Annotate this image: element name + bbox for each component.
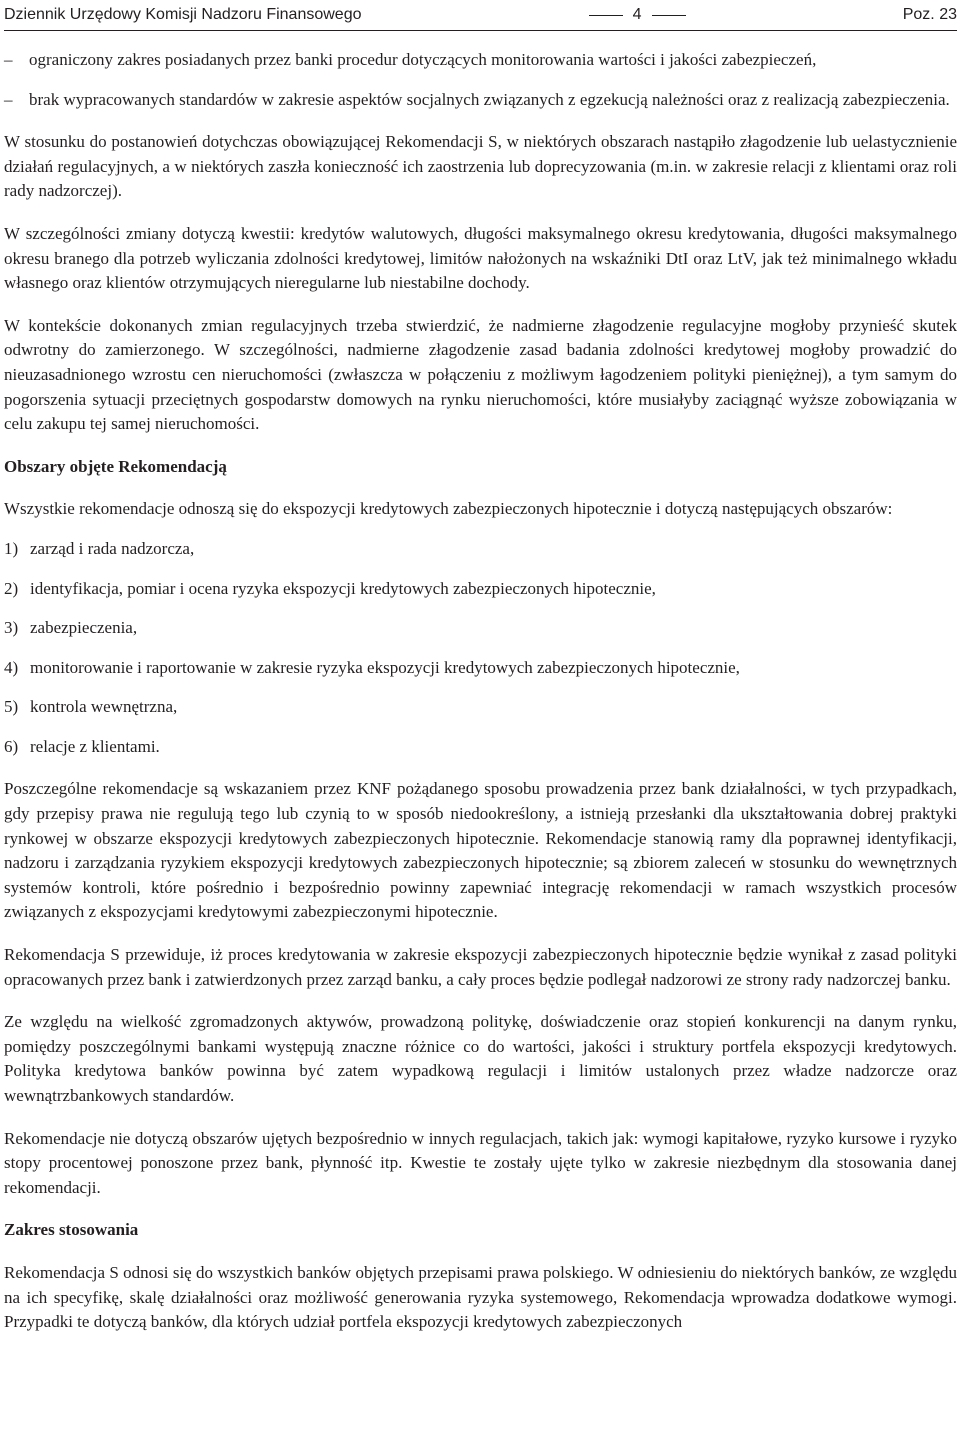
list-text: relacje z klientami. [30,736,160,756]
section-heading: Zakres stosowania [4,1220,139,1240]
bullet-item [4,48,957,73]
list-item [4,537,957,562]
position-label: Poz. 23 [902,5,957,23]
paragraph: W szczególności zmiany dotyczą kwestii: kredytów walutowych, długości maksymalnego okresu kredytowania, długości maksymalnego okresu branego dla potrzeb wyliczania zdolności kredytowej, limitów nałożonych na wskaźniki DtI oraz LtV, jak też minimalnego wkładu własnego oraz klientów otrzymujących nieregularne lub niestabilne dochody. [4,223,957,293]
list-item [4,577,957,602]
list-text: kontrola wewnętrzna, [30,697,178,717]
paragraph: Ze względu na wielkość zgromadzonych aktywów, prowadzoną politykę, doświadczenie oraz stopień konkurencji na danym rynku, pomiędzy poszczególnymi bankami występują znaczne różnice co do wartości, jakości i struktury portfela ekspozycji kredytowych. Polityka kredytowa banków powinna być zatem wypadkową regulacji i limitów ustalonych przez władze nadzorcze oraz wewnątrzbankowych standardów. [4,1012,957,1105]
page-content [4,48,957,1335]
paragraph: Poszczególne rekomendacje są wskazaniem przez KNF pożądanego sposobu prowadzenia przez bank działalności, w tych przypadkach, gdy przepisy prawa nie regulują tego lub czynią to w sposób niedookreślony, a istnieją przesłanki dla ukształtowania dobrej praktyki rynkowej w obszarze ekspozycji kredytowych zabezpieczonych hipotecznie. Rekomendacje stanowią ramy dla poprawnej identyfikacji, nadzoru i zarządzania ryzykiem ekspozycji kredytowych zabezpieczonych hipotecznie; są zbiorem zaleceń w stosunku do wewnętrznych systemów kontroli, które pośrednio i bezpośrednio powinny zapewniać integrację rekomendacji w ramach wszystkich procesów związanych z ekspozycjami kredytowymi zabezpieczonymi hipotecznie. [4,779,957,922]
paragraph: Rekomendacje nie dotyczą obszarów ujętych bezpośrednio w innych regulacjach, takich jak: wymogi kapitałowe, ryzyko kursowe i ryzyko stopy procentowej ponoszone przez bank, płynność itp. Kwestie te zostały ujęte tylko w zakresie niezbędnym dla stosowania danej rekomendacji. [4,1128,957,1197]
paragraph: Rekomendacja S przewiduje, iż proces kredytowania w zakresie ekspozycji zabezpieczonych hipotecznie będzie wynikał z zasad polityki opracowanych przez bank i zatwierdzonych przez zarząd banku, a cały proces będzie podlegał nadzorowi ze strony rady nadzorczej banku. [4,945,957,989]
header-rule [4,30,957,31]
list-text: identyfikacja, pomiar i ocena ryzyka ekspozycji kredytowych zabezpieczonych hipotecznie, [30,578,656,598]
list-number: 4) [4,657,19,677]
list-item [4,735,957,760]
page-header [4,0,957,30]
bullet-marker: – [4,89,13,109]
paragraph: Rekomendacja S odnosi się do wszystkich banków objętych przepisami prawa polskiego. W odniesieniu do niektórych banków, ze względu na ich specyfikę, skalę działalności oraz możliwość generowania ryzyka systemowego, Rekomendacja wprowadza dodatkowe wymogi. Przypadki te dotyczą banków, dla których udział portfela ekspozycji kredytowych zabezpieczonych [4,1262,957,1332]
page-number: 4 [632,5,642,23]
list-text: monitorowanie i raportowanie w zakresie ryzyka ekspozycji kredytowych zabezpieczonych hipotecznie, [30,657,740,677]
list-number: 5) [4,697,19,717]
bullet-item [4,88,957,113]
paragraph: Wszystkie rekomendacje odnoszą się do ekspozycji kredytowych zabezpieczonych hipotecznie i dotyczą następujących obszarów: [4,499,893,519]
paragraph: W kontekście dokonanych zmian regulacyjnych trzeba stwierdzić, że nadmierne złagodzenie regulacyjne mogłoby przynieść skutek odwrotny do zamierzonego. W szczególności, nadmierne złagodzenie zasad badania zdolności kredytowej mogłoby prowadzić do nieuzasadnionego wzrostu cen nieruchomości (zwłaszcza w połączeniu z możliwym łagodzeniem polityki pieniężnej), a tym samym do pogorszenia sytuacji przeciętnych gospodarstw domowych na rynku nieruchomości, które musiałyby zaciągnąć wyższe zobowiązania w celu zakupu tej samej nieruchomości. [4,315,957,434]
list-text: zarząd i rada nadzorcza, [30,538,195,558]
dash-right [652,15,686,16]
journal-title: Dziennik Urzędowy Komisji Nadzoru Finansowego [4,5,362,23]
list-item [4,695,957,720]
list-item [4,656,957,681]
section-heading: Obszary objęte Rekomendacją [4,456,227,476]
list-number: 6) [4,736,19,756]
list-item [4,616,957,641]
list-text: zabezpieczenia, [30,618,138,638]
list-number: 1) [4,538,19,558]
bullet-marker: – [4,50,13,69]
page-number-block [589,3,686,28]
bullet-text: brak wypracowanych standardów w zakresie aspektów socjalnych związanych z egzekucją należności oraz z realizacją zabezpieczenia. [29,89,950,109]
dash-left [589,15,623,16]
bullet-text: ograniczony zakres posiadanych przez banki procedur dotyczących monitorowania wartości i jakości zabezpieczeń, [29,50,817,69]
list-number: 3) [4,618,19,638]
list-number: 2) [4,578,19,598]
paragraph: W stosunku do postanowień dotychczas obowiązującej Rekomendacji S, w niektórych obszarach nastąpiło złagodzenie lub uelastycznienie działań regulacyjnych, a w niektórych zaszła konieczność ich zaostrzenia lub doprecyzowania (m.in. w zakresie relacji z klientami oraz roli rady nadzorczej). [4,132,957,201]
